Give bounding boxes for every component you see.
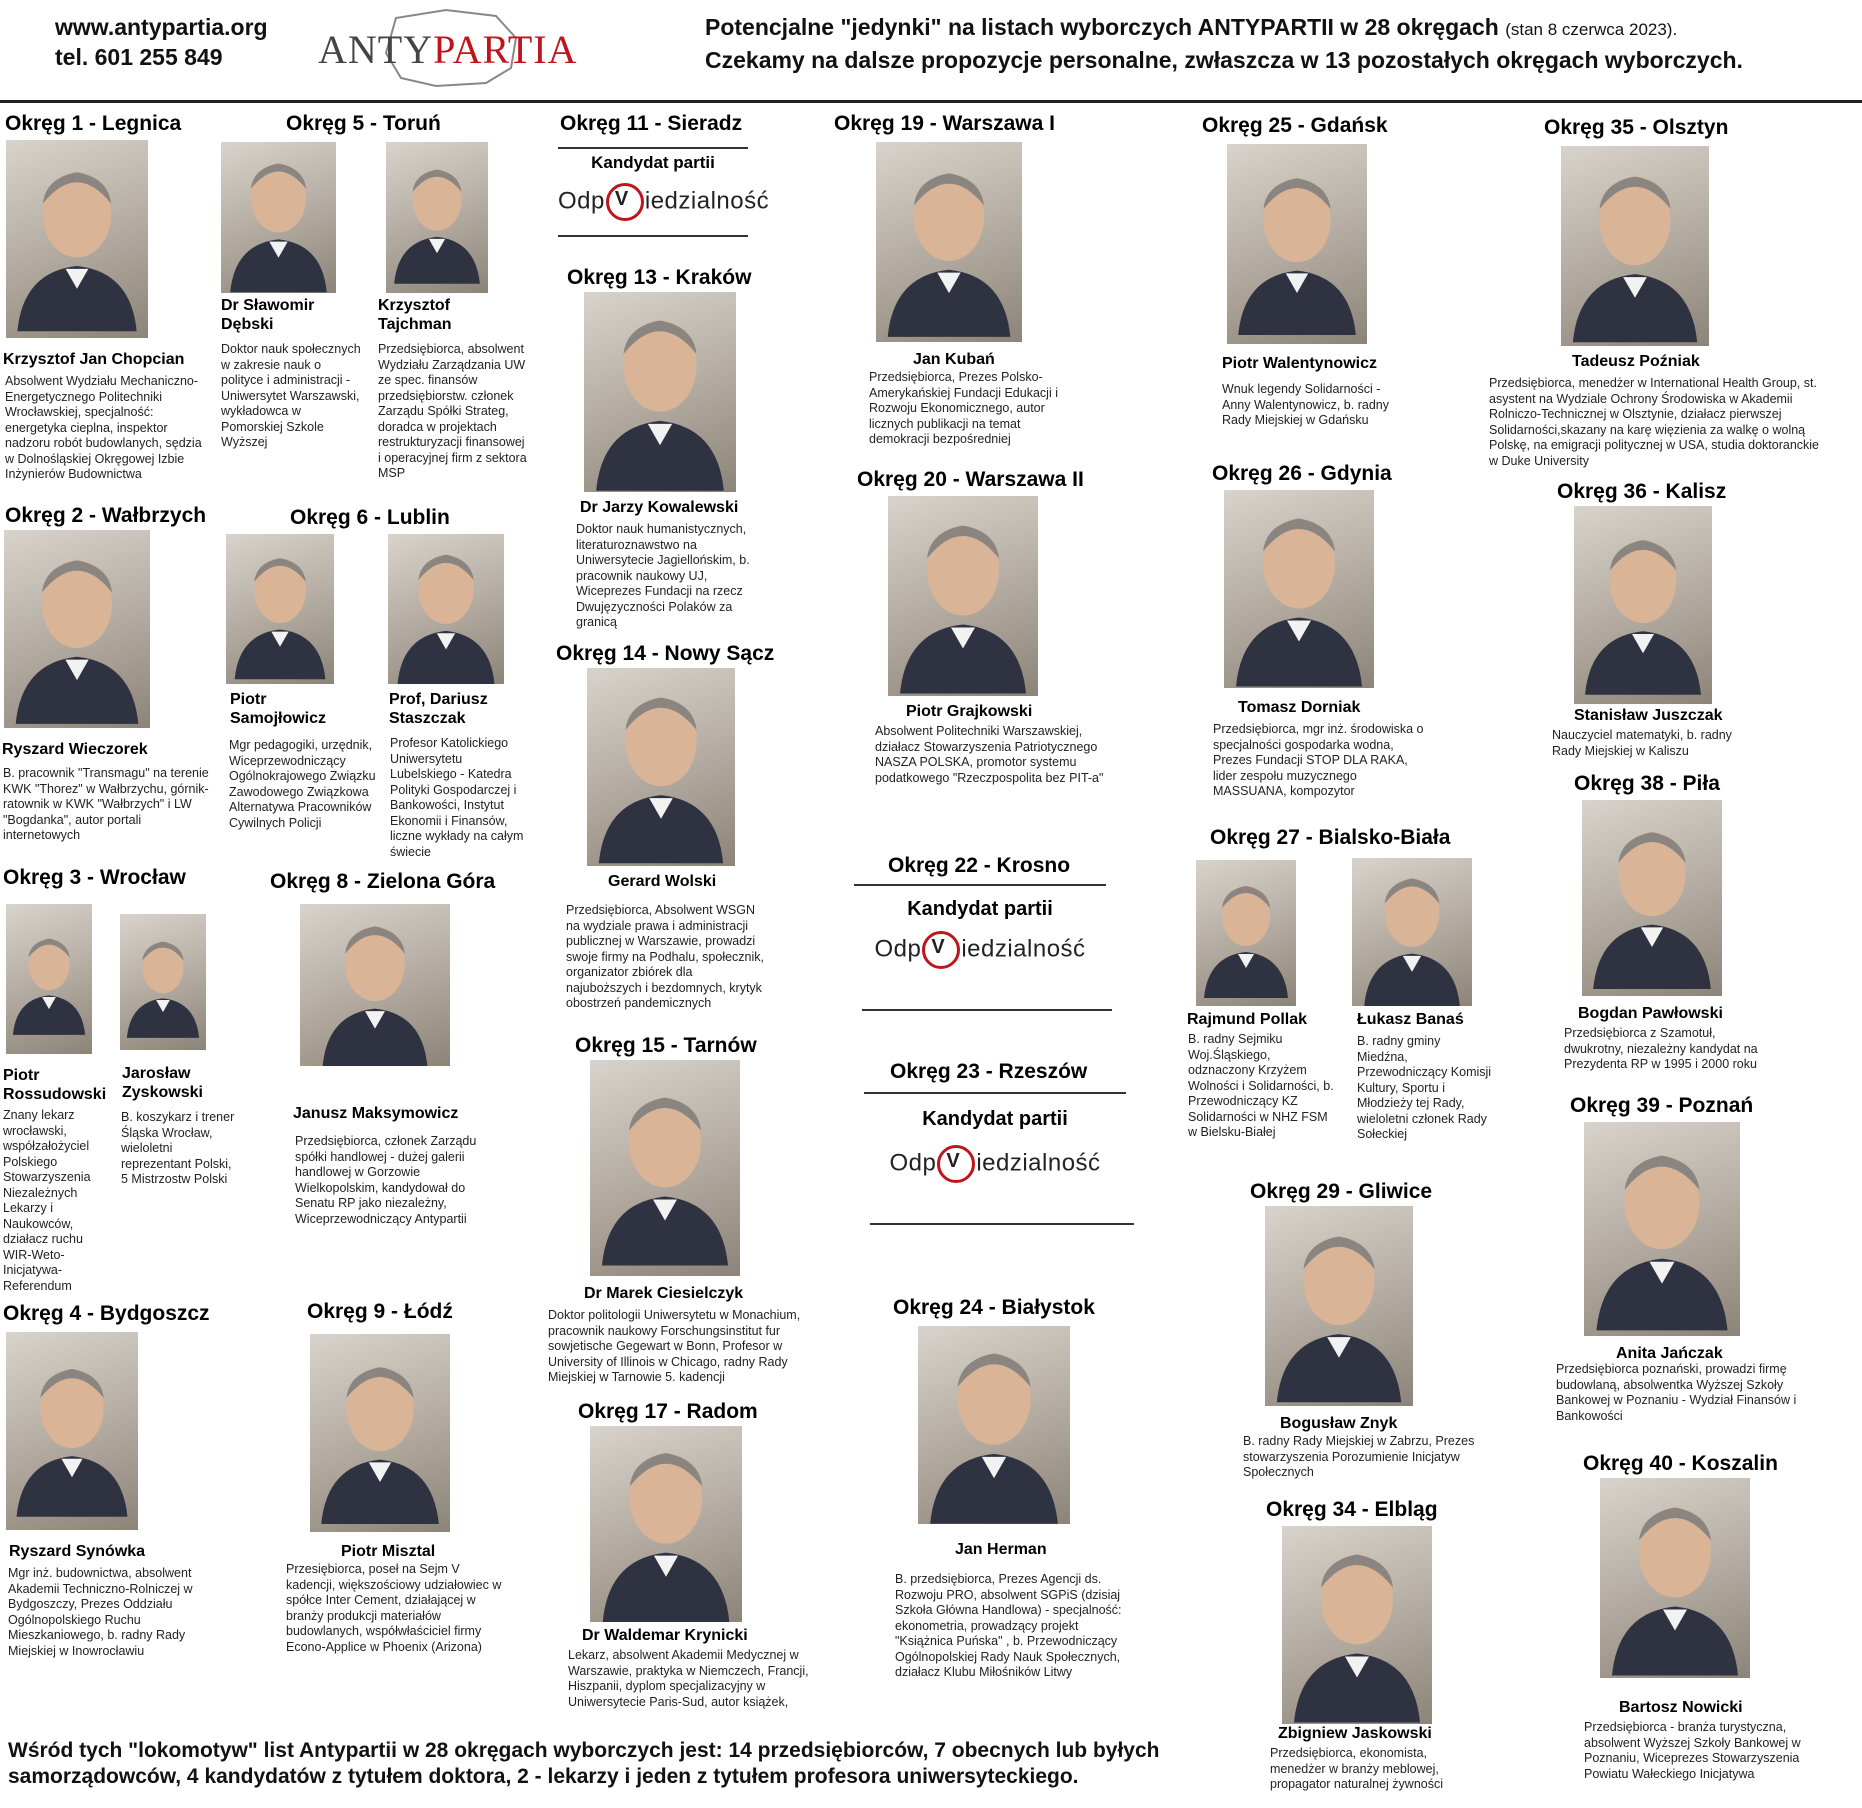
- district-title: Okręg 9 - Łódź: [307, 1300, 453, 1323]
- candidate-name: Dr Marek Ciesielczyk: [584, 1285, 744, 1302]
- candidate-name: Piotr Rossudowski: [3, 1067, 107, 1103]
- candidate-description: Znany lekarz wrocławski, współzałożyciel Polskiego Stowarzyszenia Niezależnych Lekarzy i Naukowców, działacz ruchu WIR-Weto-Inicjatywa-Referendum: [3, 1108, 91, 1293]
- candidate-description: B. koszykarz i trener Śląska Wrocław, wieloletni reprezentant Polski, 5 Mistrzostw Polski: [121, 1110, 235, 1186]
- party-mark-icon: [922, 931, 960, 969]
- header-line1: Potencjalne "jedynki" na listach wyborczych ANTYPARTII w 28 okręgach: [705, 14, 1499, 40]
- candidate-photo: [1561, 146, 1709, 346]
- candidate-photo: [388, 534, 504, 684]
- candidate-description: Absolwent Politechniki Warszawskiej, działacz Stowarzyszenia Patriotycznego NASZA POLSKA, promotor systemu podatkowego "Rzeczpospolita bez PIT-a": [875, 724, 1104, 785]
- divider: [864, 1092, 1126, 1094]
- logo-part-anty: ANTY: [318, 27, 434, 72]
- header-line2: Czekamy na dalsze propozycje personalne, zwłaszcza w 13 pozostałych okręgach wyborczych.: [705, 47, 1743, 73]
- candidate-name: Bartosz Nowicki: [1619, 1699, 1743, 1716]
- district-title: Okręg 6 - Lublin: [290, 506, 450, 529]
- divider: [854, 884, 1106, 886]
- candidate-photo: [1196, 860, 1296, 1006]
- candidate-description: Mgr pedagogiki, urzędnik, Wiceprzewodniczący Ogólnokrajowego Związku Zawodowego Związkowa Alternatywa Pracowników Cywilnych Policji: [229, 738, 376, 830]
- district-title: Okręg 22 - Krosno: [888, 854, 1071, 877]
- candidate-name: Bogdan Pawłowski: [1578, 1005, 1723, 1022]
- candidate-name: Zbigniew Jaskowski: [1278, 1725, 1432, 1742]
- candidate-description: Przedsiębiorca, menedżer w International Health Group, st. asystent na Wydziale Ochrony Środowiska w Akademii Rolniczo-Technicznej w Olsztynie, działacz pierwszej Solidarności,skazany na karę więzienia za walkę o wolną Polskę, na emigracji politycznej w USA, studia doktoranckie w Duke University: [1489, 376, 1820, 468]
- candidate-name: Dr Sławomir Dębski: [221, 297, 315, 333]
- logo-text-b: iedzialność: [644, 187, 770, 215]
- logo-text-b: iedzialność: [961, 935, 1086, 963]
- candidate-name: Piotr Walentynowicz: [1222, 355, 1377, 372]
- candidate-photo: [1265, 1206, 1413, 1406]
- candidate-name: Stanisław Juszczak: [1574, 707, 1723, 724]
- footer-line2: samorządowców, 4 kandydatów z tytułem doktora, 2 - lekarzy i jeden z tytułem profesora uniwersyteckiego.: [8, 1765, 1079, 1788]
- contact-info: [55, 12, 268, 72]
- logo-part-partia: PARTIA: [433, 27, 578, 72]
- district-title: Okręg 19 - Warszawa I: [834, 112, 1055, 135]
- candidate-photo: [1600, 1478, 1750, 1678]
- logo-text-a: Odp: [874, 935, 922, 963]
- divider: [558, 235, 748, 237]
- candidate-name: Ryszard Wieczorek: [2, 741, 148, 758]
- candidate-name: Piotr Grajkowski: [906, 703, 1033, 720]
- candidate-photo: [587, 668, 735, 866]
- candidate-description: Przedsiębiorca, ekonomista, menedżer w branży meblowej, propagator naturalnej żywności: [1270, 1746, 1444, 1791]
- candidate-description: Wnuk legendy Solidarności - Anny Walentynowicz, b. radny Rady Miejskiej w Gdańsku: [1222, 382, 1389, 427]
- district-title: Okręg 27 - Bialsko-Biała: [1210, 826, 1451, 849]
- district-title: Okręg 15 - Tarnów: [575, 1034, 757, 1057]
- candidate-description: Przedsiębiorca, Prezes Polsko-Amerykańskiej Fundacji Edukacji i Rozwoju Ekonomicznego, autor licznych publikacji na temat demokracji bezpośredniej: [869, 370, 1058, 446]
- candidate-description: Doktor nauk społecznych w zakresie nauk o polityce i administracji - Uniwersytet Warszawski, wykładowca w Pomorskiej Szkole Wyższej: [221, 342, 361, 449]
- candidate-description: Doktor politologii Uniwersytetu w Monachium, pracownik naukowy Forschungsinstitut fur sowjetische Gegewart w Bonn, Profesor w University of Illinois w Chicago, radny Rady Miejskiej w Tarnowie 5. kadencji: [548, 1308, 801, 1384]
- district-title: Okręg 14 - Nowy Sącz: [556, 642, 775, 665]
- candidate-name: Rajmund Pollak: [1187, 1011, 1308, 1028]
- candidate-photo: [1282, 1526, 1432, 1724]
- candidate-photo: [310, 1334, 450, 1532]
- candidate-description: Profesor Katolickiego Uniwersytetu Lubelskiego - Katedra Polityki Gospodarczej i Bankowości, Instytut Ekonomii i Finansów, liczne wykłady na całym świecie: [390, 736, 524, 859]
- odpowiedzialnosc-logo: [854, 931, 1106, 969]
- district-title: Okręg 13 - Kraków: [567, 266, 752, 289]
- odpowiedzialnosc-logo: [558, 183, 770, 221]
- candidate-name: Łukasz Banaś: [1357, 1011, 1464, 1028]
- candidate-description: B. radny gminy Miedźna, Przewodniczący Komisji Kultury, Sportu i Młodzieży tej Rady, wieloletni członek Rady Sołeckiej: [1357, 1034, 1492, 1141]
- candidate-photo: [386, 142, 488, 293]
- candidate-description: Przedsiębiorca, członek Zarządu spółki handlowej - dużej galerii handlowej w Gorzowie Wielkopolskim, kandydował do Senatu RP jako niezależny, Wiceprzewodniczący Antypartii: [295, 1134, 477, 1226]
- candidate-photo: [4, 530, 150, 728]
- candidate-name: Prof, Dariusz Staszczak: [389, 691, 488, 727]
- candidate-photo: [1574, 506, 1712, 704]
- district-title: Okręg 25 - Gdańsk: [1202, 114, 1388, 137]
- party-label: Kandydat partii: [922, 1108, 1068, 1130]
- footer-line1: Wśród tych "lokomotyw" list Antypartii w 28 okręgach wyborczych jest: 14 przedsiębiorców, 7 obecnych lub byłych: [8, 1739, 1160, 1762]
- candidate-description: Absolwent Wydziału Mechaniczno-Energetycznego Politechniki Wrocławskiej, specjalność: energetyka cieplna, inspektor nadzoru robót budowlanych, sędzia w Dolnośląskiej Okręgowej Izbie Inżynierów Budownictwa: [5, 374, 202, 481]
- logo-text-b: iedzialność: [976, 1149, 1101, 1177]
- candidate-photo: [876, 142, 1022, 342]
- district-title: Okręg 2 - Wałbrzych: [5, 504, 207, 527]
- district-title: Okręg 40 - Koszalin: [1583, 1452, 1778, 1475]
- candidate-photo: [1582, 800, 1722, 996]
- candidate-photo: [120, 914, 206, 1050]
- district-title: Okręg 4 - Bydgoszcz: [3, 1302, 210, 1325]
- candidate-description: B. radny Rady Miejskiej w Zabrzu, Prezes stowarzyszenia Porozumienie Inicjatyw Społecznych: [1243, 1434, 1475, 1479]
- district-title: Okręg 1 - Legnica: [5, 112, 182, 135]
- header-date-note: (stan 8 czerwca 2023).: [1505, 20, 1678, 39]
- district-title: Okręg 20 - Warszawa II: [857, 468, 1084, 491]
- district-title: Okręg 11 - Sieradz: [560, 112, 743, 135]
- logo-text-a: Odp: [889, 1149, 937, 1177]
- candidate-name: Piotr Samojłowicz: [230, 691, 327, 727]
- odpowiedzialnosc-logo: [864, 1145, 1126, 1183]
- candidate-description: Przedsiębiorca poznański, prowadzi firmę budowlaną, absolwentka Wyższej Szkoły Bankowej w Poznaniu - Wydział Finansów i Bankowości: [1556, 1362, 1797, 1423]
- district-title: Okręg 23 - Rzeszów: [890, 1060, 1088, 1083]
- district-title: Okręg 35 - Olsztyn: [1544, 116, 1729, 139]
- candidate-description: Nauczyciel matematyki, b. radny Rady Miejskiej w Kaliszu: [1552, 728, 1732, 758]
- district-title: Okręg 24 - Białystok: [893, 1296, 1095, 1319]
- candidate-name: Tadeusz Poźniak: [1572, 353, 1700, 370]
- party-candidate-block: [864, 1092, 1126, 1225]
- party-label: Kandydat partii: [907, 898, 1053, 920]
- party-mark-icon: [606, 183, 644, 221]
- antypartia-logo: [316, 8, 578, 88]
- phone-number: tel. 601 255 849: [55, 44, 223, 70]
- candidate-name: Jan Kubań: [913, 351, 995, 368]
- candidate-description: Doktor nauk humanistycznych, literaturoznawstwo na Uniwersytecie Jagiellońskim, b. pracownik naukowy UJ, Wiceprezes Fundacji na rzecz Dwujęzyczności Polaków za granicą: [576, 522, 750, 629]
- district-title: Okręg 3 - Wrocław: [3, 866, 186, 889]
- candidate-description: Lekarz, absolwent Akademii Medycznej w Warszawie, praktyka w Niemczech, Francji, Hiszpanii, dyplom specjalizacyjny w Uniwersytecie Paris-Sud, autor książek,: [568, 1648, 809, 1709]
- candidate-photo: [1224, 490, 1374, 688]
- logo-text-a: Odp: [558, 187, 605, 215]
- candidate-description: Przedsiębiorca, mgr inż. środowiska o specjalności gospodarka wodna, Prezes Fundacji STOP DLA RAKA, lider zespołu muzycznego MASSUANA, kompozytor: [1213, 722, 1424, 798]
- party-label: Kandydat partii: [591, 153, 715, 172]
- candidate-description: Przedsiębiorca - branża turystyczna, absolwent Wyższej Szkoły Bankowej w Poznaniu, Wiceprezes Stowarzyszenia Powiatu Wałeckiego Inicjatywa: [1584, 1720, 1801, 1781]
- candidate-photo: [1584, 1122, 1740, 1336]
- candidate-name: Krzysztof Tajchman: [378, 297, 452, 333]
- candidate-name: Ryszard Synówka: [9, 1543, 146, 1560]
- candidate-photo: [590, 1060, 740, 1276]
- candidate-description: Przedsiębiorca z Szamotuł, dwukrotny, niezależny kandydat na Prezydenta RP w 1995 i 2000 roku: [1564, 1026, 1758, 1071]
- district-title: Okręg 34 - Elbląg: [1266, 1498, 1438, 1521]
- district-title: Okręg 8 - Zielona Góra: [270, 870, 496, 893]
- candidate-description: B. przedsiębiorca, Prezes Agencji ds. Rozwoju PRO, absolwent SGPiS (dzisiaj Szkoła Główna Handlowa) - specjalność: ekonometria, prowadzący projekt "Książnica Puńska" , b. Przewodniczący Ogólnopolskiej Rady Nauk Społecznych, działacz Klubu Miłośników Litwy: [895, 1572, 1122, 1679]
- candidate-photo: [1227, 144, 1367, 344]
- candidate-name: Tomasz Dorniak: [1238, 699, 1361, 716]
- candidate-photo: [590, 1426, 742, 1622]
- party-candidate-block: [854, 884, 1106, 1011]
- candidate-photo: [6, 1332, 138, 1530]
- candidate-photo: [6, 140, 148, 338]
- candidate-name: Anita Jańczak: [1616, 1345, 1723, 1362]
- website-link[interactable]: www.antypartia.org: [55, 14, 268, 40]
- candidate-photo: [226, 534, 334, 684]
- candidate-description: Przedsiębiorca, Absolwent WSGN na wydziale prawa i administracji publicznej w Warszawie, prowadzi swoje firmy na Podhalu, społecznik, organizator zbiórek dla najuboższych i bezdomnych, krytyk obostrzeń pandemicznych: [566, 903, 765, 1010]
- candidate-name: Krzysztof Jan Chopcian: [3, 351, 185, 368]
- footer-summary: [8, 1738, 1159, 1790]
- party-candidate-block: [558, 147, 770, 237]
- candidate-description: B. radny Sejmiku Woj.Śląskiego, odznaczony Krzyżem Wolności i Solidarności, b. Przewodniczący KZ Solidarności w NHZ FSM w Bielsku-Białej: [1188, 1032, 1334, 1139]
- candidate-name: Jan Herman: [955, 1541, 1047, 1558]
- candidate-description: Mgr inż. budownictwa, absolwent Akademii Techniczno-Rolniczej w Bydgoszczy, Prezes Oddziału Ogólnopolskiego Ruchu Mieszkaniowego, b. radny Rady Miejskiej w Inowrocławiu: [8, 1566, 193, 1658]
- divider: [870, 1223, 1134, 1225]
- candidate-name: Jarosław Zyskowski: [122, 1065, 203, 1101]
- candidate-name: Gerard Wolski: [608, 873, 717, 890]
- divider: [862, 1009, 1112, 1011]
- candidate-description: Przedsiębiorca, absolwent Wydziału Zarządzania UW ze spec. finansów przedsiębiorstw. członek Zarządu Spółki Strateg, doradca w projektach restrukturyzacji finansowej i operacyjnej firm z sektora MSP: [378, 342, 527, 480]
- party-mark-icon: [937, 1145, 975, 1183]
- candidate-name: Dr Waldemar Krynicki: [582, 1627, 748, 1644]
- divider: [558, 147, 748, 149]
- district-title: Okręg 39 - Poznań: [1570, 1094, 1754, 1117]
- candidate-photo: [584, 292, 736, 492]
- district-title: Okręg 5 - Toruń: [286, 112, 441, 135]
- candidate-name: Bogusław Znyk: [1280, 1415, 1398, 1432]
- candidate-photo: [6, 904, 92, 1054]
- district-title: Okręg 17 - Radom: [578, 1400, 758, 1423]
- candidate-name: Dr Jarzy Kowalewski: [580, 499, 739, 516]
- district-title: Okręg 36 - Kalisz: [1557, 480, 1727, 503]
- candidate-photo: [888, 496, 1038, 696]
- candidate-photo: [918, 1326, 1070, 1524]
- candidate-name: Janusz Maksymowicz: [293, 1105, 459, 1122]
- candidate-description: B. pracownik "Transmagu" na terenie KWK "Thorez" w Wałbrzychu, górnik-ratownik w KWK "Wałbrzych" i LW "Bogdanka", autor portali internetowych: [3, 766, 209, 842]
- district-title: Okręg 26 - Gdynia: [1212, 462, 1392, 485]
- candidate-description: Przesiębiorca, poseł na Sejm V kadencji, większościowy udziałowiec w spółce Inter Cement, działającej w branży produkcji materiałów budowlanych, współwłaściciel firmy Econo-Applice w Phoenix (Arizona): [286, 1562, 502, 1654]
- header-announcement: [705, 12, 1743, 75]
- candidate-photo: [300, 904, 450, 1066]
- candidate-photo: [221, 142, 336, 293]
- header-divider: [0, 100, 1862, 103]
- district-title: Okręg 38 - Piła: [1574, 772, 1720, 795]
- candidate-name: Piotr Misztal: [341, 1543, 436, 1560]
- district-title: Okręg 29 - Gliwice: [1250, 1180, 1433, 1203]
- candidate-photo: [1352, 858, 1472, 1006]
